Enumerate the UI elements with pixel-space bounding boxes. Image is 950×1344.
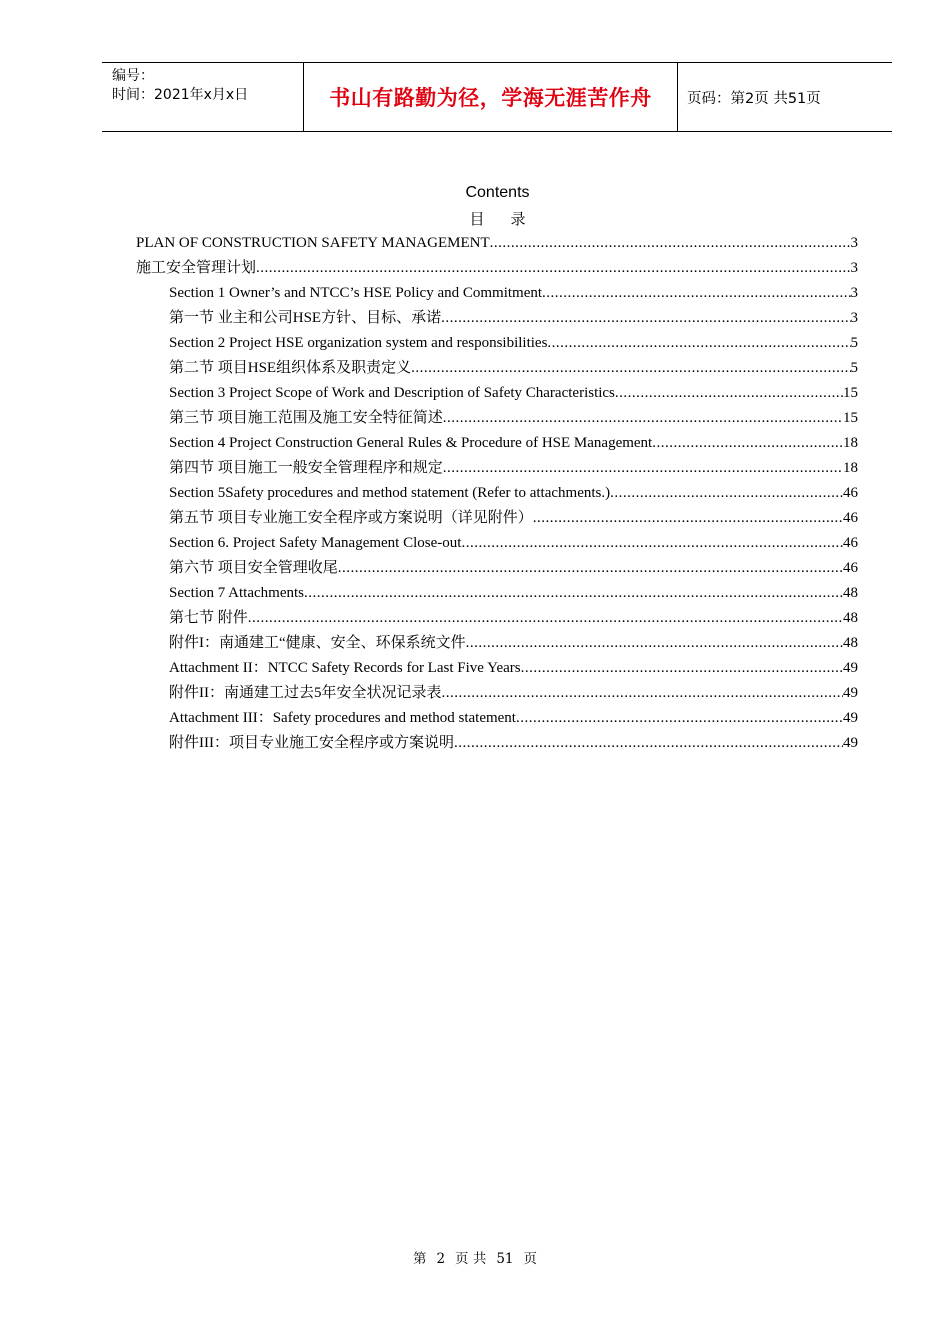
toc-entry-page: 46: [843, 560, 858, 576]
toc-entry-title: Attachment III：Safety procedures and method statement: [169, 710, 516, 726]
header-motto: 书山有路勤为径，学海无涯苦作舟: [329, 86, 652, 110]
toc-entry-title: PLAN OF CONSTRUCTION SAFETY MANAGEMENT: [136, 235, 490, 251]
footer-total-pages: 51: [496, 1251, 514, 1267]
toc-entry[interactable]: [136, 481, 858, 506]
footer-suffix: 页: [523, 1251, 538, 1267]
toc-dot-leader: [466, 631, 843, 656]
toc-dot-leader: [542, 281, 850, 306]
header-left-cell: [102, 63, 304, 131]
toc-dot-leader: [443, 456, 843, 481]
header-page-cell: [678, 63, 892, 131]
toc-entry-page: 49: [843, 735, 858, 751]
toc-dot-leader: [610, 481, 843, 506]
toc-entry[interactable]: [136, 256, 858, 281]
toc-entry[interactable]: [136, 606, 858, 631]
toc-entry[interactable]: [136, 706, 858, 731]
toc-entry-title: 第四节 项目施工一般安全管理程序和规定: [169, 460, 443, 476]
toc-entry-page: 15: [843, 385, 858, 401]
toc-entry[interactable]: [136, 731, 858, 756]
footer-page-number: 2: [436, 1251, 446, 1267]
footer-prefix: 第: [412, 1251, 427, 1267]
toc-dot-leader: [338, 556, 843, 581]
toc-entry-page: 5: [850, 335, 858, 351]
page-header: [102, 62, 892, 132]
toc-entry[interactable]: [136, 456, 858, 481]
toc-entry-title: 附件I：南通建工“健康、安全、环保系统文件: [169, 635, 466, 651]
footer-middle: 页 共: [455, 1251, 487, 1267]
toc-entry[interactable]: [136, 231, 858, 256]
toc-entry-page: 46: [843, 510, 858, 526]
toc-entry-page: 18: [843, 460, 858, 476]
toc-entry-title: 第三节 项目施工范围及施工安全特征简述: [169, 410, 443, 426]
toc-entry-title: Section 6. Project Safety Management Close-out: [169, 535, 462, 551]
toc-entry-page: 46: [843, 535, 858, 551]
toc-dot-leader: [547, 331, 850, 356]
toc-entry-title: Section 3 Project Scope of Work and Description of Safety Characteristics: [169, 385, 615, 401]
toc-entry-title: Section 4 Project Construction General Rules & Procedure of HSE Management: [169, 435, 653, 451]
toc-dot-leader: [461, 531, 843, 556]
toc-entry-page: 18: [843, 435, 858, 451]
toc-dot-leader: [441, 306, 850, 331]
toc-dot-leader: [533, 506, 843, 531]
toc-entry-title: 第七节 附件: [169, 610, 248, 626]
toc-entry-page: 49: [843, 710, 858, 726]
toc-dot-leader: [411, 356, 850, 381]
document-time-label: 时间：2021年x月x日: [112, 87, 249, 103]
toc-entry[interactable]: [136, 381, 858, 406]
toc-entry-title: Section 5Safety procedures and method statement (Refer to attachments.): [169, 485, 611, 501]
toc-entry-page: 48: [843, 635, 858, 651]
toc-dot-leader: [652, 431, 843, 456]
header-page-label: 页码：第2页 共51页: [687, 90, 821, 107]
toc-dot-leader: [521, 656, 843, 681]
document-number-label: 编号：: [112, 68, 154, 84]
toc-entry[interactable]: [136, 331, 858, 356]
toc-entry-title: 附件III：项目专业施工安全程序或方案说明: [169, 735, 454, 751]
toc-entry[interactable]: [136, 631, 858, 656]
toc-entry-page: 48: [843, 585, 858, 601]
contents-title: Contents: [465, 184, 530, 201]
toc-entry[interactable]: [136, 581, 858, 606]
toc-entry-title: 附件II：南通建工过去5年安全状况记录表: [169, 685, 442, 701]
toc-entry[interactable]: [136, 531, 858, 556]
toc-entry-page: 3: [850, 235, 858, 251]
header-motto-cell: [304, 63, 678, 131]
toc-dot-leader: [442, 681, 844, 706]
toc-entry-page: 3: [850, 310, 858, 326]
toc-entry[interactable]: [136, 556, 858, 581]
toc-entry-page: 49: [843, 660, 858, 676]
toc-entry[interactable]: [136, 656, 858, 681]
toc-entry-title: 第一节 业主和公司HSE方针、目标、承诺: [169, 310, 442, 326]
toc-entry[interactable]: [136, 681, 858, 706]
toc-entry-title: Attachment II：NTCC Safety Records for Last Five Years: [169, 660, 521, 676]
toc-entry-title: Section 1 Owner’s and NTCC’s HSE Policy and Commitment: [169, 285, 543, 301]
toc-dot-leader: [443, 406, 843, 431]
page-footer: [0, 1247, 950, 1267]
toc-entry[interactable]: [136, 431, 858, 456]
table-of-contents: [136, 231, 858, 756]
toc-entry-title: 施工安全管理计划: [136, 260, 257, 276]
toc-entry-title: 第二节 项目HSE组织体系及职责定义: [169, 360, 412, 376]
toc-entry[interactable]: [136, 306, 858, 331]
toc-entry-page: 5: [850, 360, 858, 376]
toc-dot-leader: [454, 731, 843, 756]
toc-entry-page: 49: [843, 685, 858, 701]
toc-entry-page: 15: [843, 410, 858, 426]
toc-entry-title: 第五节 项目专业施工安全程序或方案说明（详见附件）: [169, 510, 533, 526]
toc-entry-page: 3: [850, 260, 858, 276]
toc-entry-page: 46: [843, 485, 858, 501]
toc-dot-leader: [615, 381, 843, 406]
toc-dot-leader: [516, 706, 843, 731]
toc-dot-leader: [490, 231, 851, 256]
toc-dot-leader: [248, 606, 843, 631]
toc-dot-leader: [256, 256, 850, 281]
toc-entry-page: 3: [850, 285, 858, 301]
toc-entry-title: Section 2 Project HSE organization system and responsibilities: [169, 335, 548, 351]
toc-entry[interactable]: [136, 506, 858, 531]
mulu-title: 目录: [469, 210, 552, 228]
toc-dot-leader: [304, 581, 843, 606]
toc-entry[interactable]: [136, 356, 858, 381]
toc-entry-title: Section 7 Attachments: [169, 585, 304, 601]
toc-entry[interactable]: [136, 406, 858, 431]
toc-entry[interactable]: [136, 281, 858, 306]
toc-entry-title: 第六节 项目安全管理收尾: [169, 560, 338, 576]
toc-entry-page: 48: [843, 610, 858, 626]
